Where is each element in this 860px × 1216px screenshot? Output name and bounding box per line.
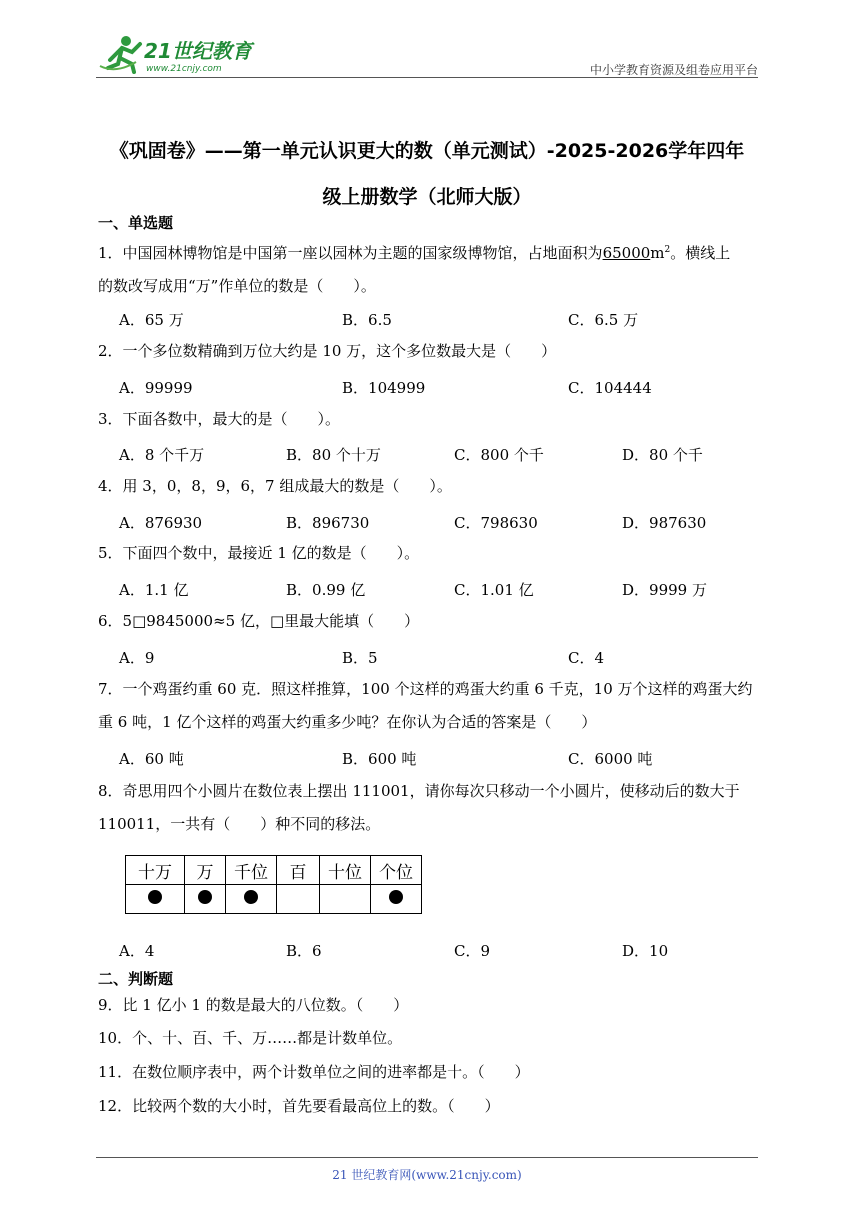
place-value-header: 个位 [371, 856, 422, 885]
option-q2-c: C．104444 [568, 379, 652, 397]
counter-dot [389, 890, 403, 904]
question-12: 12．比较两个数的大小时，首先要看最高位上的数。（ ） [98, 1097, 500, 1115]
option-q4-c: C．798630 [454, 514, 538, 532]
question-8-line-1: 8．奇思用四个小圆片在数位表上摆出 111001，请你每次只移动一个小圆片，使移动后的数大于 [98, 782, 740, 800]
title-line-2: 级上册数学（北师大版） [322, 186, 532, 208]
place-value-header: 百 [277, 856, 320, 885]
option-q7-a: A．60 吨 [119, 750, 184, 768]
place-value-cell [185, 885, 226, 914]
option-q1-b: B．6.5 [342, 311, 392, 329]
question-5: 5．下面四个数中，最接近 1 亿的数是（ ）。 [98, 544, 420, 562]
option-q7-b: B．600 吨 [342, 750, 417, 768]
question-9: 9．比 1 亿小 1 的数是最大的八位数。（ ） [98, 996, 409, 1014]
place-value-cell [277, 885, 320, 914]
place-value-header-row [126, 856, 422, 885]
option-q8-a: A．4 [119, 942, 155, 960]
place-value-cell [371, 885, 422, 914]
option-q3-b: B．80 个十万 [286, 446, 381, 464]
footer-source: 21 世纪教育网(www.21cnjy.com) [332, 1168, 522, 1182]
option-q5-d: D．9999 万 [622, 581, 707, 599]
option-q2-b: B．104999 [342, 379, 426, 397]
place-value-table [125, 855, 422, 914]
option-q3-c: C．800 个千 [454, 446, 544, 464]
option-q7-c: C．6000 吨 [568, 750, 653, 768]
option-q8-d: D．10 [622, 942, 669, 960]
option-q5-b: B．0.99 亿 [286, 581, 366, 599]
counter-dot [198, 890, 212, 904]
question-6: 6．5□9845000≈5 亿，□里最大能填（ ） [98, 612, 420, 630]
option-q6-b: B．5 [342, 649, 378, 667]
place-value-cell [320, 885, 371, 914]
section-heading-true-false: 二、判断题 [98, 970, 174, 988]
title-line-1: 《巩固卷》——第一单元认识更大的数（单元测试）-2025-2026学年四年 [109, 140, 745, 162]
place-value-header: 十万 [126, 856, 185, 885]
option-q1-a: A．65 万 [119, 311, 184, 329]
svg-text:21世纪教育: 21世纪教育 [144, 39, 252, 63]
place-value-header: 千位 [226, 856, 277, 885]
place-value-cell [126, 885, 185, 914]
option-q5-c: C．1.01 亿 [454, 581, 534, 599]
question-10: 10．个、十、百、千、万……都是计数单位。 [98, 1029, 403, 1047]
question-7-line-2: 重 6 吨，1 亿个这样的鸡蛋大约重多少吨？在你认为合适的答案是（ ） [98, 713, 597, 731]
svg-text:www.21cnjy.com: www.21cnjy.com [146, 64, 222, 74]
page-title [96, 128, 758, 220]
place-value-header: 十位 [320, 856, 371, 885]
option-q3-d: D．80 个千 [622, 446, 703, 464]
option-q5-a: A．1.1 亿 [119, 581, 189, 599]
option-q2-a: A．99999 [119, 379, 193, 397]
place-value-cell [226, 885, 277, 914]
option-q6-c: C．4 [568, 649, 605, 667]
place-value-dot-row [126, 885, 422, 914]
counter-dot [244, 890, 258, 904]
question-1-line-1: 1．中国园林博物馆是中国第一座以园林为主题的国家级博物馆，占地面积为$65000m^2$。横线上 [98, 244, 731, 262]
option-q8-b: B．6 [286, 942, 322, 960]
question-7-line-1: 7．一个鸡蛋约重 60 克．照这样推算，100 个这样的鸡蛋大约重 6 千克，10 万个这样的鸡蛋大约 [98, 680, 753, 698]
question-11: 11．在数位顺序表中，两个计数单位之间的进率都是十。（ ） [98, 1063, 530, 1081]
platform-name: 中小学教育资源及组卷应用平台 [589, 63, 758, 77]
question-7 [98, 673, 764, 739]
counter-dot [148, 890, 162, 904]
option-q6-a: A．9 [119, 649, 155, 667]
footer-divider [96, 1157, 758, 1158]
question-4: 4．用 3，0，8，9，6，7 组成最大的数是（ ）。 [98, 477, 452, 495]
page-header [96, 34, 758, 78]
option-q8-c: C．9 [454, 942, 491, 960]
question-1 [98, 234, 764, 303]
section-heading-single-choice: 一、单选题 [98, 214, 174, 232]
option-q1-c: C．6.5 万 [568, 311, 639, 329]
option-q4-b: B．896730 [286, 514, 370, 532]
option-q4-d: D．987630 [622, 514, 707, 532]
option-q3-a: A．8 个千万 [119, 446, 205, 464]
question-1-line-2: 的数改写成用“万”作单位的数是（ ）。 [98, 277, 376, 295]
option-q4-a: A．876930 [119, 514, 203, 532]
header-divider [96, 77, 758, 78]
question-8 [98, 775, 764, 841]
question-3: 3．下面各数中，最大的是（ ）。 [98, 410, 341, 428]
place-value-header: 万 [185, 856, 226, 885]
question-8-line-2: 110011，一共有（ ）种不同的移法。 [98, 815, 381, 833]
question-2: 2．一个多位数精确到万位大约是 10 万，这个多位数最大是（ ） [98, 342, 557, 360]
site-logo [96, 34, 266, 74]
